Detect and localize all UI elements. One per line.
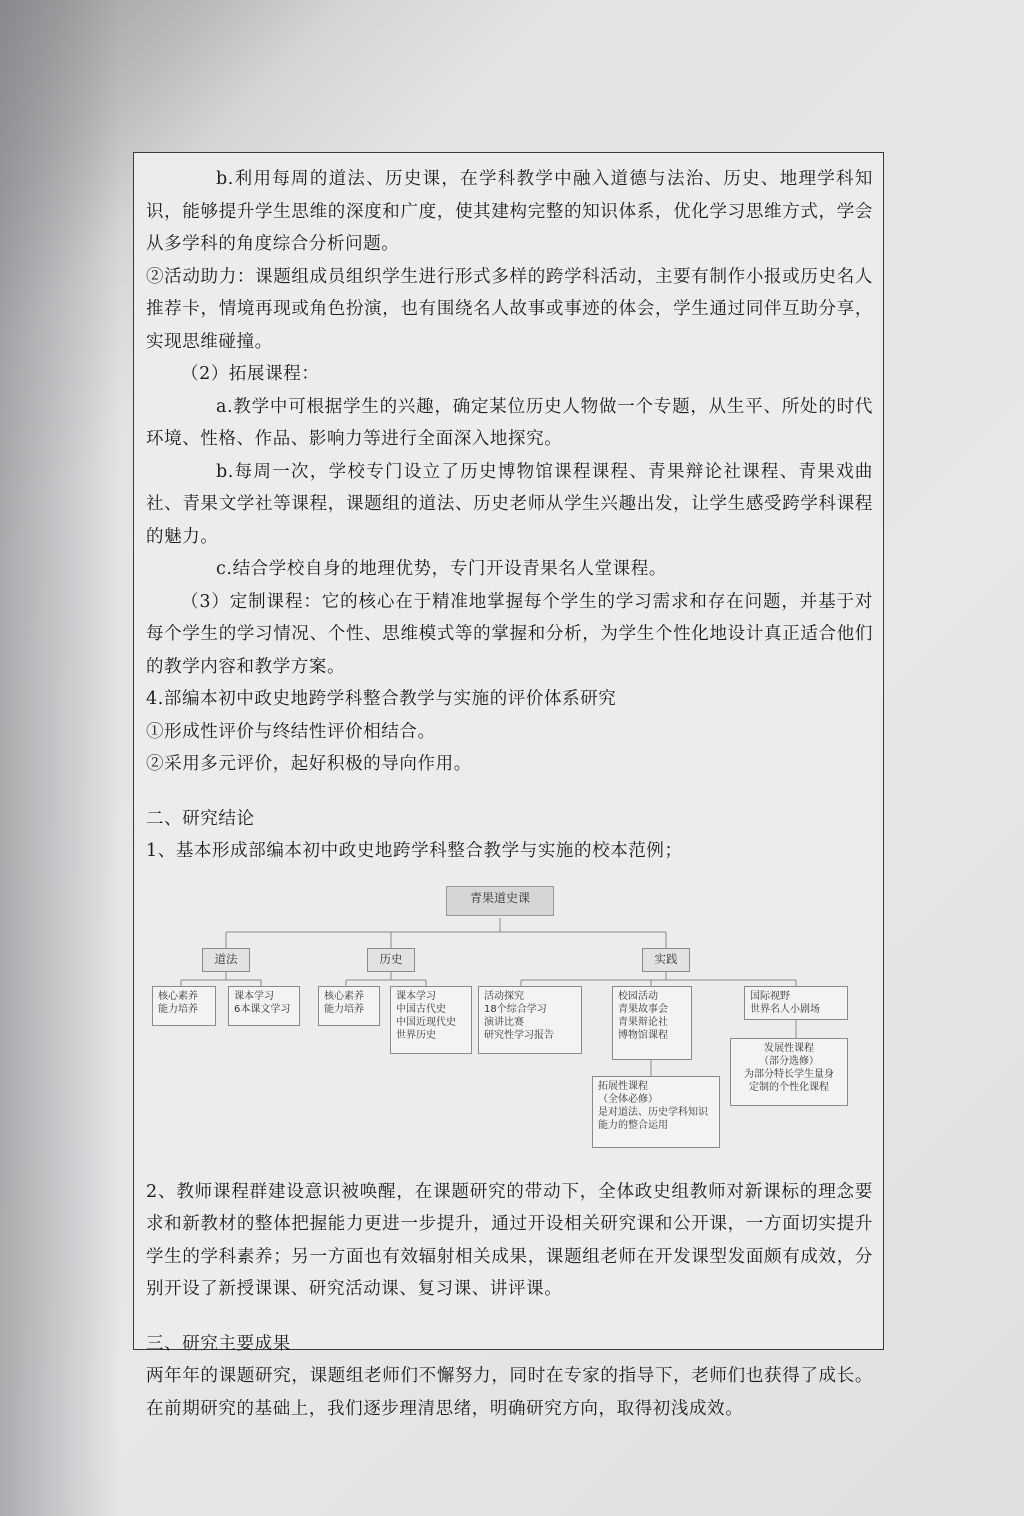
diagram-node-lishi-textbook (390, 986, 472, 1054)
diagram-category-daofa (202, 948, 250, 972)
diagram-node-lishi-core (318, 986, 380, 1026)
node-text: 核心素养 (324, 990, 364, 1002)
paragraph-main-results: 两年年的课题研究，课题组老师们不懈努力，同时在专家的指导下，老师们也获得了成长。在前期研究的基础上，我们逐步理清思绪，明确研究方向，取得初浅成效。 (146, 1366, 873, 1419)
node-text: 核心素养 (158, 990, 198, 1002)
paragraph-weekly-class: b.利用每周的道法、历史课，在学科教学中融入道德与法治、历史、地理学科知识，能够提升学生思维的深度和广度，使其建构完整的知识体系，优化学习思维方式，学会从多学科的角度综合分析问题。 (146, 169, 873, 254)
node-text: 能力培养 (158, 1003, 198, 1015)
diagram-node-activity-inquiry (478, 986, 582, 1054)
document-page (133, 152, 884, 1419)
node-text: 发展性课程 (764, 1042, 814, 1054)
node-text: 世界名人小剧场 (750, 1003, 820, 1015)
node-text: 6本课文学习 (234, 1003, 291, 1015)
heading-main-results: 三、研究主要成果 (146, 1333, 291, 1354)
node-text: 国际视野 (750, 990, 790, 1002)
node-text: 为部分特长学生量身 (744, 1068, 834, 1080)
diagram-category-lishi-label: 历史 (379, 951, 403, 966)
diagram-node-development-course (730, 1038, 848, 1106)
node-text: 校园活动 (618, 990, 658, 1002)
paragraph-expand-c: c.结合学校自身的地理优势，专门开设青果名人堂课程。 (216, 559, 667, 579)
node-text: （全体必修） (598, 1093, 658, 1105)
node-text: 青果故事会 (618, 1003, 668, 1015)
diagram-node-campus-activity (612, 986, 692, 1060)
node-text: 能力的整合运用 (598, 1119, 668, 1131)
paragraph-custom-course: （3）定制课程：它的核心在于精准地掌握每个学生的学习需求和存在问题，并基于对每个学生的学习情况、个性、思维模式等的掌握和分析，为学生个性化地设计真正适合他们的教学内容和教学方案。 (146, 591, 873, 677)
diagram-category-daofa-label: 道法 (214, 951, 238, 966)
diagram-node-daofa-core (152, 986, 216, 1026)
node-text: 课本学习 (234, 990, 274, 1002)
paragraph-eval-1: ①形成性评价与终结性评价相结合。 (146, 721, 436, 742)
diagram-category-shijian (642, 948, 690, 972)
heading-conclusion: 二、研究结论 (146, 808, 255, 829)
diagram-root-label: 青果道史课 (469, 890, 530, 905)
node-text: 活动探究 (484, 990, 524, 1002)
node-text: 中国古代史 (396, 1003, 446, 1015)
heading-evaluation: 4.部编本初中政史地跨学科整合教学与实施的评价体系研究 (146, 689, 617, 709)
paragraph-conclusion-2: 2、教师课程群建设意识被唤醒，在课题研究的带动下，全体政史组教师对新课标的理念要求和新教材的整体把握能力更进一步提升，通过开设相关研究课和公开课，一方面切实提升学生的学科素养；另一方面也有效辐射相关成果，课题组老师在开发课型发面颇有成效，分别开设了新授课课、研究活动课、复习课、讲评课。 (146, 1181, 873, 1299)
course-structure-diagram (146, 880, 866, 1172)
node-text: 18个综合学习 (484, 1003, 547, 1015)
diagram-category-lishi (367, 948, 415, 972)
paragraph-eval-2: ②采用多元评价，起好积极的导向作用。 (146, 754, 472, 774)
heading-expand-course: （2）拓展课程： (181, 364, 320, 384)
diagram-root-node (446, 886, 554, 916)
node-text: 是对道法、历史学科知识 (598, 1106, 708, 1118)
node-text: （部分选修） (759, 1055, 819, 1067)
node-text: 能力培养 (324, 1003, 364, 1015)
node-text: 世界历史 (396, 1029, 436, 1041)
paragraph-expand-b: b.每周一次，学校专门设立了历史博物馆课程课程、青果辩论社课程、青果戏曲社、青果文学社等课程，课题组的道法、历史老师从学生兴趣出发，让学生感受跨学科课程的魅力。 (146, 461, 873, 547)
node-text: 演讲比赛 (484, 1016, 524, 1028)
paragraph-expand-a: a.教学中可根据学生的兴趣，确定某位历史人物做一个专题，从生平、所处的时代环境、性格、作品、影响力等进行全面深入地探究。 (146, 396, 873, 449)
node-text: 中国近现代史 (396, 1016, 456, 1028)
node-text: 青果辩论社 (618, 1016, 668, 1028)
diagram-node-global-vision (744, 986, 848, 1020)
diagram-node-daofa-textbook (228, 986, 300, 1026)
diagram-node-extension-course (592, 1076, 720, 1148)
diagram-category-shijian-label: 实践 (654, 951, 678, 966)
node-text: 拓展性课程 (598, 1080, 648, 1092)
node-text: 研究性学习报告 (484, 1029, 554, 1041)
node-text: 博物馆课程 (618, 1029, 668, 1041)
paragraph-conclusion-1: 1、基本形成部编本初中政史地跨学科整合教学与实施的校本范例； (146, 841, 683, 861)
paragraph-activity: ②活动助力：课题组成员组织学生进行形式多样的跨学科活动，主要有制作小报或历史名人推荐卡，情境再现或角色扮演，也有围绕名人故事或事迹的体会，学生通过同伴互助分享，实现思维碰撞。 (146, 266, 873, 352)
node-text: 定制的个性化课程 (749, 1081, 829, 1093)
node-text: 课本学习 (396, 990, 436, 1002)
paper-shadow (0, 0, 120, 1516)
